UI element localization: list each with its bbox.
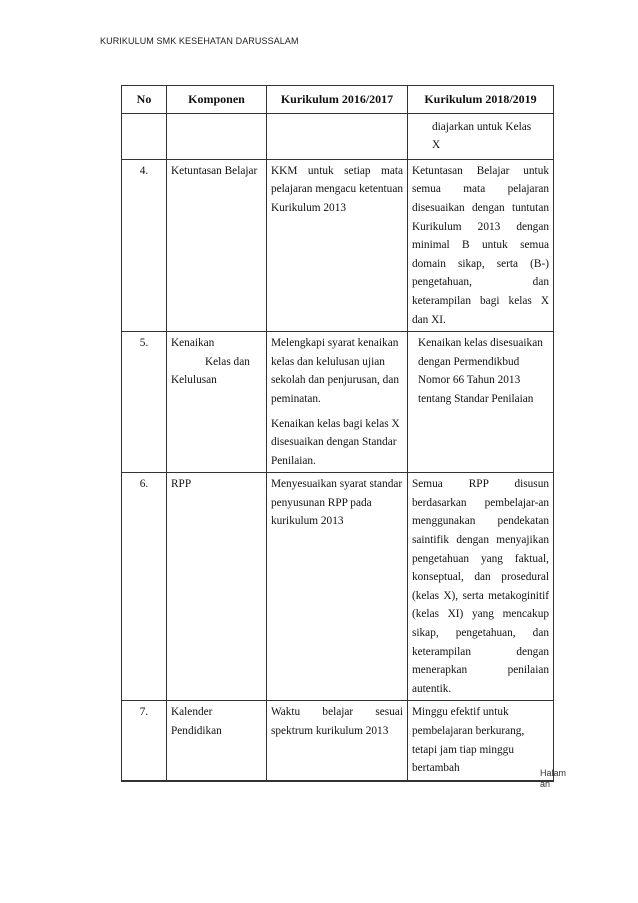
column-header-no: No (122, 86, 167, 114)
cell-no: 4. (122, 159, 167, 331)
cell-k2018: Ketuntasan Belajar untuk semua mata pelajaran disesuaikan dengan tuntutan Kurikulum 2013 dengan minimal B untuk semua domain sikap, serta (B-) pengetahuan, dan keterampilan bagi kelas X dan XI. (408, 159, 554, 331)
table-row (122, 159, 554, 331)
k2016-paragraph-1: Melengkapi syarat kenaikan kelas dan kelulusan ujian sekolah dan penjurusan, dan peminatan. (271, 337, 399, 405)
komponen-line-1: Kenaikan (171, 337, 215, 350)
continuation-line-1: diajarkan untuk Kelas (432, 120, 532, 133)
cell-k2018 (408, 113, 554, 159)
cell-k2016 (267, 332, 408, 473)
cell-k2018: Minggu efektif untuk pembelajaran berkurang, tetapi jam tiap minggu bertambah (408, 701, 554, 781)
cell-komponen: Ketuntasan Belajar (167, 159, 267, 331)
document-header: KURIKULUM SMK KESEHATAN DARUSSALAM (100, 36, 299, 46)
k2016-paragraph-2: Kenaikan kelas bagi kelas X disesuaikan dengan Standar Penilaian. (271, 417, 400, 467)
table-row (122, 701, 554, 781)
cell-no: 5. (122, 332, 167, 473)
cell-no: 7. (122, 701, 167, 781)
cell-no (122, 113, 167, 159)
column-header-komponen: Komponen (167, 86, 267, 114)
table-row-continuation (122, 113, 554, 159)
cell-k2016: Waktu belajar sesuai spektrum kurikulum 2013 (267, 701, 408, 781)
cell-no: 6. (122, 473, 167, 701)
cell-komponen: Kalender Pendidikan (167, 701, 267, 781)
table-row (122, 332, 554, 473)
cell-k2018: Semua RPP disusun berdasarkan pembelajar-an menggunakan pendekatan saintifik dengan menyajikan pengetahuan yang faktual, konseptual, dan prosedural (kelas X), serta metakoginitif (kelas XI) yang mencakup sikap, pengetahuan, dan keterampilan dengan menerapkan penilaian autentik. (408, 473, 554, 701)
cell-k2016 (267, 113, 408, 159)
cell-k2016: Menyesuaikan syarat standar penyusunan RPP pada kurikulum 2013 (267, 473, 408, 701)
page-label: Halaman (540, 768, 567, 789)
komponen-line-3: Kelulusan (171, 374, 217, 387)
table-header-row (122, 86, 554, 114)
column-header-kurikulum-2018: Kurikulum 2018/2019 (408, 86, 554, 114)
cell-k2016: KKM untuk setiap mata pelajaran mengacu ketentuan Kurikulum 2013 (267, 159, 408, 331)
continuation-line-2: X (432, 139, 441, 152)
cell-komponen: RPP (167, 473, 267, 701)
curriculum-comparison-table (121, 85, 554, 782)
table-row (122, 473, 554, 701)
cell-komponen (167, 332, 267, 473)
cell-komponen (167, 113, 267, 159)
cell-k2018: Kenaikan kelas disesuaikan dengan Permendikbud Nomor 66 Tahun 2013 tentang Standar Penilaian (408, 332, 554, 473)
komponen-line-2: Kelas dan (205, 355, 250, 368)
column-header-kurikulum-2016: Kurikulum 2016/2017 (267, 86, 408, 114)
